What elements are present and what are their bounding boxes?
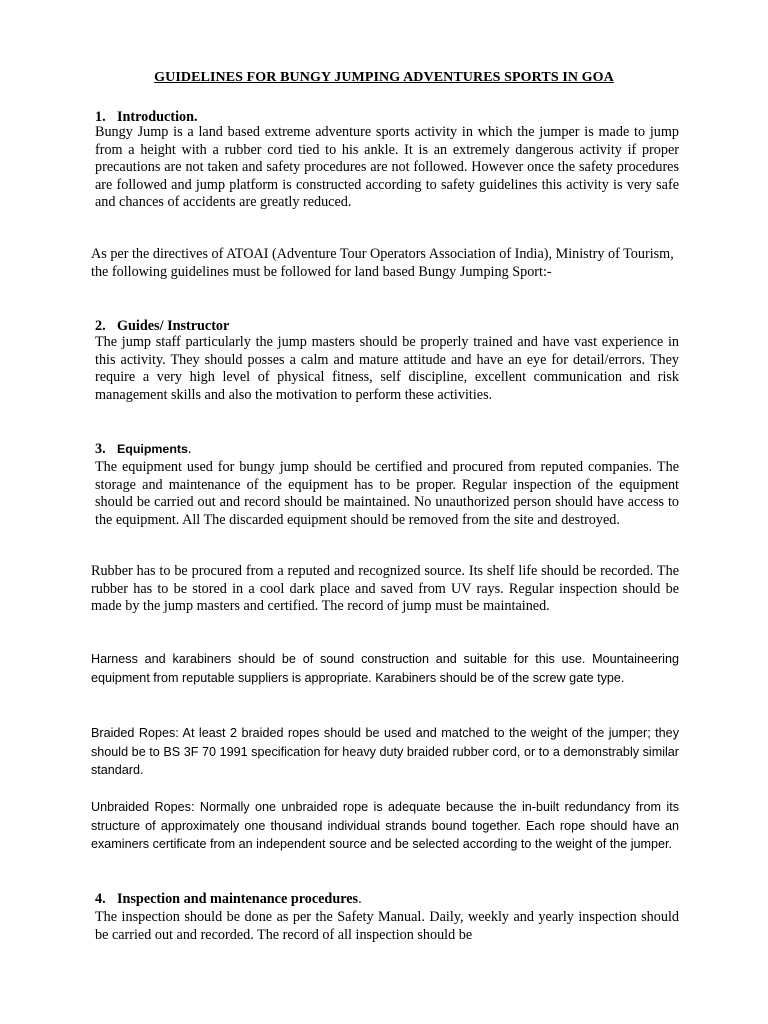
section-3-paragraph-3: Harness and karabiners should be of sound construction and suitable for this use. Mountaineering equipment from reputable suppliers is appropriate. Karabiners should be of the screw gate type. [91,652,679,685]
section-4-title: Inspection and maintenance procedures [117,891,359,907]
section-1-paragraph-2: As per the directives of ATOAI (Adventure Tour Operators Association of India), Ministry of Tourism, the following guidelines must be followed for land based Bungy Jumping Sport:- [91,246,674,280]
section-4-title-suffix: . [358,891,362,907]
section-3-paragraph-5: Unbraided Ropes: Normally one unbraided rope is adequate because the in-built redundancy from its structure of approximately one thousand individual strands bound together. Each rope should have an examiners certificate from an independent source and be selected according to the weight of the jumper. [91,800,679,852]
section-1-title: Introduction. [117,109,198,125]
section-2-number: 2. [95,318,106,334]
section-2-title: Guides/ Instructor [117,318,230,334]
section-1-paragraph-1: Bungy Jump is a land based extreme adventure sports activity in which the jumper is made to jump from a height with a rubber cord tied to his ankle. It is an extremely dangerous activity if proper precautions are not taken and safety procedures are not followed. However once the safety procedures are followed and jump platform is constructed according to safety guidelines this activity is very safe and chances of accidents are greatly reduced. [95,124,679,211]
section-3-heading [95,441,191,458]
section-3-title-suffix: . [187,441,192,457]
section-3-paragraph-4: Braided Ropes: At least 2 braided ropes should be used and matched to the weight of the jumper; they should be to BS 3F 70 1991 specification for heavy duty braided rubber cord, or to a demonstrably similar standard. [91,726,679,778]
section-1-number: 1. [95,109,106,125]
section-4-heading [95,891,362,908]
section-4-paragraph-1: The inspection should be done as per the Safety Manual. Daily, weekly and yearly inspection should be carried out and recorded. The record of all inspection should be [95,909,679,943]
section-3-paragraph-1: The equipment used for bungy jump should be certified and procured from reputed companies. The storage and maintenance of the equipment has to be proper. Regular inspection of the equipment should be carried out and record should be maintained. No unauthorized person should have access to the equipment. All The discarded equipment should be removed from the site and destroyed. [95,459,679,528]
section-4-number: 4. [95,891,106,907]
section-2-heading [95,318,229,335]
section-3-paragraph-2: Rubber has to be procured from a reputed and recognized source. Its shelf life should be recorded. The rubber has to be stored in a cool dark place and saved from UV rays. Regular inspection should be made by the jump masters and certified. The record of jump must be maintained. [91,563,679,615]
document-title: GUIDELINES FOR BUNGY JUMPING ADVENTURES SPORTS IN GOA [154,70,614,85]
section-3-number: 3. [95,441,106,457]
section-3-title: Equipments [117,442,188,456]
section-2-paragraph-1: The jump staff particularly the jump masters should be properly trained and have vast experience in this activity. They should posses a calm and mature attitude and have an eye for detail/errors. They require a very high level of physical fitness, self discipline, excellent communication and risk management skills and also the motivation to perform these activities. [95,334,679,403]
